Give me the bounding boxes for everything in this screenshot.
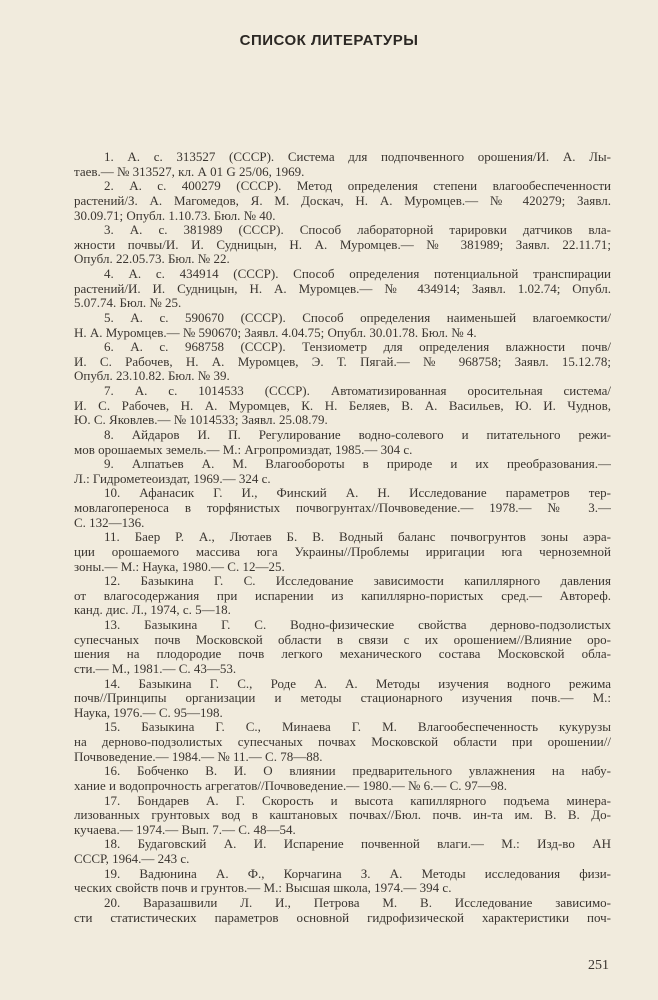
reference-entry: [74, 764, 611, 793]
reference-line: мовлагопереноса в торфянистых почвогрунтах//Почвоведение.— 1978.— № 3.—: [74, 501, 611, 515]
reference-line: 6. А. с. 968758 (СССР). Тензиометр для определения влажности почв/: [104, 340, 611, 355]
reference-line: ции орошаемого массива юга Украины//Проблемы ирригации юга черноземной: [74, 544, 611, 559]
reference-line: ческих свойств почв и грунтов.— М.: Высшая школа, 1974.— 394 с.: [74, 881, 452, 896]
reference-entry: [74, 530, 611, 574]
reference-line: 17. Бондарев А. Г. Скорость и высота капиллярного подъема минера-: [104, 793, 611, 808]
reference-line: 14. Базыкина Г. С., Роде А. А. Методы изучения водного режима: [104, 676, 611, 691]
reference-line: 5. А. с. 590670 (СССР). Способ определения наименьшей влагоемкости/: [104, 310, 611, 325]
reference-line: мов орошаемых земель.— М.: Агропромиздат, 1985.— 304 с.: [74, 442, 413, 457]
reference-entry: [74, 223, 611, 267]
reference-line: 19. Вадюнина А. Ф., Корчагина З. А. Методы исследования физи-: [104, 866, 611, 881]
reference-line: кучаева.— 1974.— Вып. 7.— С. 48—54.: [74, 822, 296, 837]
reference-list: [74, 150, 611, 925]
reference-entry: [74, 618, 611, 677]
reference-line: Опубл. 22.05.73. Бюл. № 22.: [74, 252, 230, 267]
reference-line: 2. А. с. 400279 (СССР). Метод определения степени влагообеспеченности: [104, 179, 611, 194]
reference-line: Опубл. 23.10.82. Бюл. № 39.: [74, 369, 230, 384]
reference-entry: [74, 340, 611, 384]
reference-line: И. С. Рабочев, Н. А. Муромцев, К. Н. Беляев, В. А. Васильев, Ю. И. Чуднов,: [74, 398, 611, 413]
reference-entry: [74, 486, 611, 530]
reference-line: лизованных грунтовых вод в каштановых почвах//Бюл. почв. ин-та им. В. В. До-: [74, 808, 611, 823]
reference-line: растений/З. А. Магомедов, Я. М. Доскач, Н. А. Муромцев.— № 420279; Заявл.: [74, 193, 611, 208]
reference-line: 10. Афанасик Г. И., Финский А. Н. Исследование параметров тер-: [104, 486, 611, 501]
reference-line: на дерново-подзолистых супесчаных почвах Московской области при орошении//: [74, 735, 611, 749]
page-number: 251: [588, 958, 609, 973]
reference-line: супесчаных почв Московской области в связи с их орошением//Влияние оро-: [74, 632, 611, 647]
reference-line: 13. Базыкина Г. С. Водно-физические свойства дерново-подзолистых: [104, 618, 611, 632]
reference-line: зоны.— М.: Наука, 1980.— С. 12—25.: [74, 559, 285, 574]
reference-line: растений/И. И. Судницын, Н. А. Муромцев.— № 434914; Заявл. 1.02.74; Опубл.: [74, 281, 611, 296]
reference-line: 4. А. с. 434914 (СССР). Способ определения потенциальной транспирации: [104, 267, 611, 281]
reference-line: 5.07.74. Бюл. № 25.: [74, 296, 182, 311]
reference-line: Ю. С. Яковлев.— № 1014533; Заявл. 25.08.79.: [74, 413, 328, 428]
reference-line: Наука, 1976.— С. 95—198.: [74, 705, 223, 720]
reference-line: 7. А. с. 1014533 (СССР). Автоматизированная оросительная система/: [104, 384, 611, 398]
reference-entry: [74, 574, 611, 618]
reference-entry: [74, 720, 611, 764]
reference-line: от влагосодержания при испарении из капиллярно-пористых сред.— Автореф.: [74, 588, 611, 603]
reference-entry: [74, 457, 611, 486]
reference-entry: [74, 150, 611, 179]
reference-line: 9. Алпатьев А. М. Влагообороты в природе и их преобразования.—: [104, 457, 611, 472]
reference-line: С. 132—136.: [74, 515, 145, 530]
reference-entry: [74, 179, 611, 223]
reference-entry: [74, 837, 611, 866]
reference-line: хание и водопрочность агрегатов//Почвоведение.— 1980.— № 6.— С. 97—98.: [74, 778, 508, 793]
reference-entry: [74, 794, 611, 838]
reference-line: 20. Варазашвили Л. И., Петрова М. В. Исследование зависимо-: [104, 895, 611, 910]
reference-entry: [74, 896, 611, 925]
reference-entry: [74, 677, 611, 721]
reference-line: 11. Баер Р. А., Лютаев Б. В. Водный баланс почвогрунтов зоны аэра-: [104, 530, 611, 545]
reference-line: 12. Базыкина Г. С. Исследование зависимости капиллярного давления: [104, 574, 611, 589]
reference-line: Н. А. Муромцев.— № 590670; Заявл. 4.04.75; Опубл. 30.01.78. Бюл. № 4.: [74, 325, 477, 340]
reference-line: 16. Бобченко В. И. О влиянии предварительного увлажнения на набу-: [104, 764, 611, 779]
reference-line: канд. дис. Л., 1974, с. 5—18.: [74, 603, 231, 618]
reference-line: Л.: Гидрометеоиздат, 1969.— 324 с.: [74, 471, 271, 486]
reference-entry: [74, 867, 611, 896]
reference-line: почв//Принципы организации и методы стационарного изучения почв.— М.:: [74, 691, 611, 706]
reference-line: 1. А. с. 313527 (СССР). Система для подпочвенного орошения/И. А. Лы-: [104, 150, 611, 164]
reference-line: И. С. Рабочев, Н. А. Муромцев, Э. Т. Пягай.— № 968758; Заявл. 15.12.78;: [74, 354, 611, 369]
reference-line: 3. А. с. 381989 (СССР). Способ лабораторной тарировки датчиков вла-: [104, 223, 611, 238]
reference-entry: [74, 428, 611, 457]
reference-line: 30.09.71; Опубл. 1.10.73. Бюл. № 40.: [74, 208, 276, 223]
reference-line: 18. Будаговский А. И. Испарение почвенной влаги.— М.: Изд-во АН: [104, 837, 611, 852]
reference-line: Почвоведение.— 1984.— № 11.— С. 78—88.: [74, 749, 323, 764]
reference-entry: [74, 384, 611, 428]
reference-line: сти статистических параметров основной гидрофизической характеристики поч-: [74, 910, 611, 925]
reference-line: таев.— № 313527, кл. А 01 G 25/06, 1969.: [74, 164, 305, 179]
reference-line: СССР, 1964.— 243 с.: [74, 852, 190, 866]
reference-entry: [74, 311, 611, 340]
page-title: СПИСОК ЛИТЕРАТУРЫ: [239, 32, 419, 49]
reference-entry: [74, 267, 611, 311]
reference-line: 15. Базыкина Г. С., Минаева Г. М. Влагообеспеченность кукурузы: [104, 720, 611, 735]
reference-line: шения на плодородие почв легкого механического состава Московской обла-: [74, 647, 611, 662]
reference-line: жности почвы/И. И. Судницын, Н. А. Муромцев.— № 381989; Заявл. 22.11.71;: [74, 237, 611, 252]
reference-line: 8. Айдаров И. П. Регулирование водно-солевого и питательного режи-: [104, 427, 611, 442]
reference-line: сти.— М., 1981.— С. 43—53.: [74, 661, 237, 676]
